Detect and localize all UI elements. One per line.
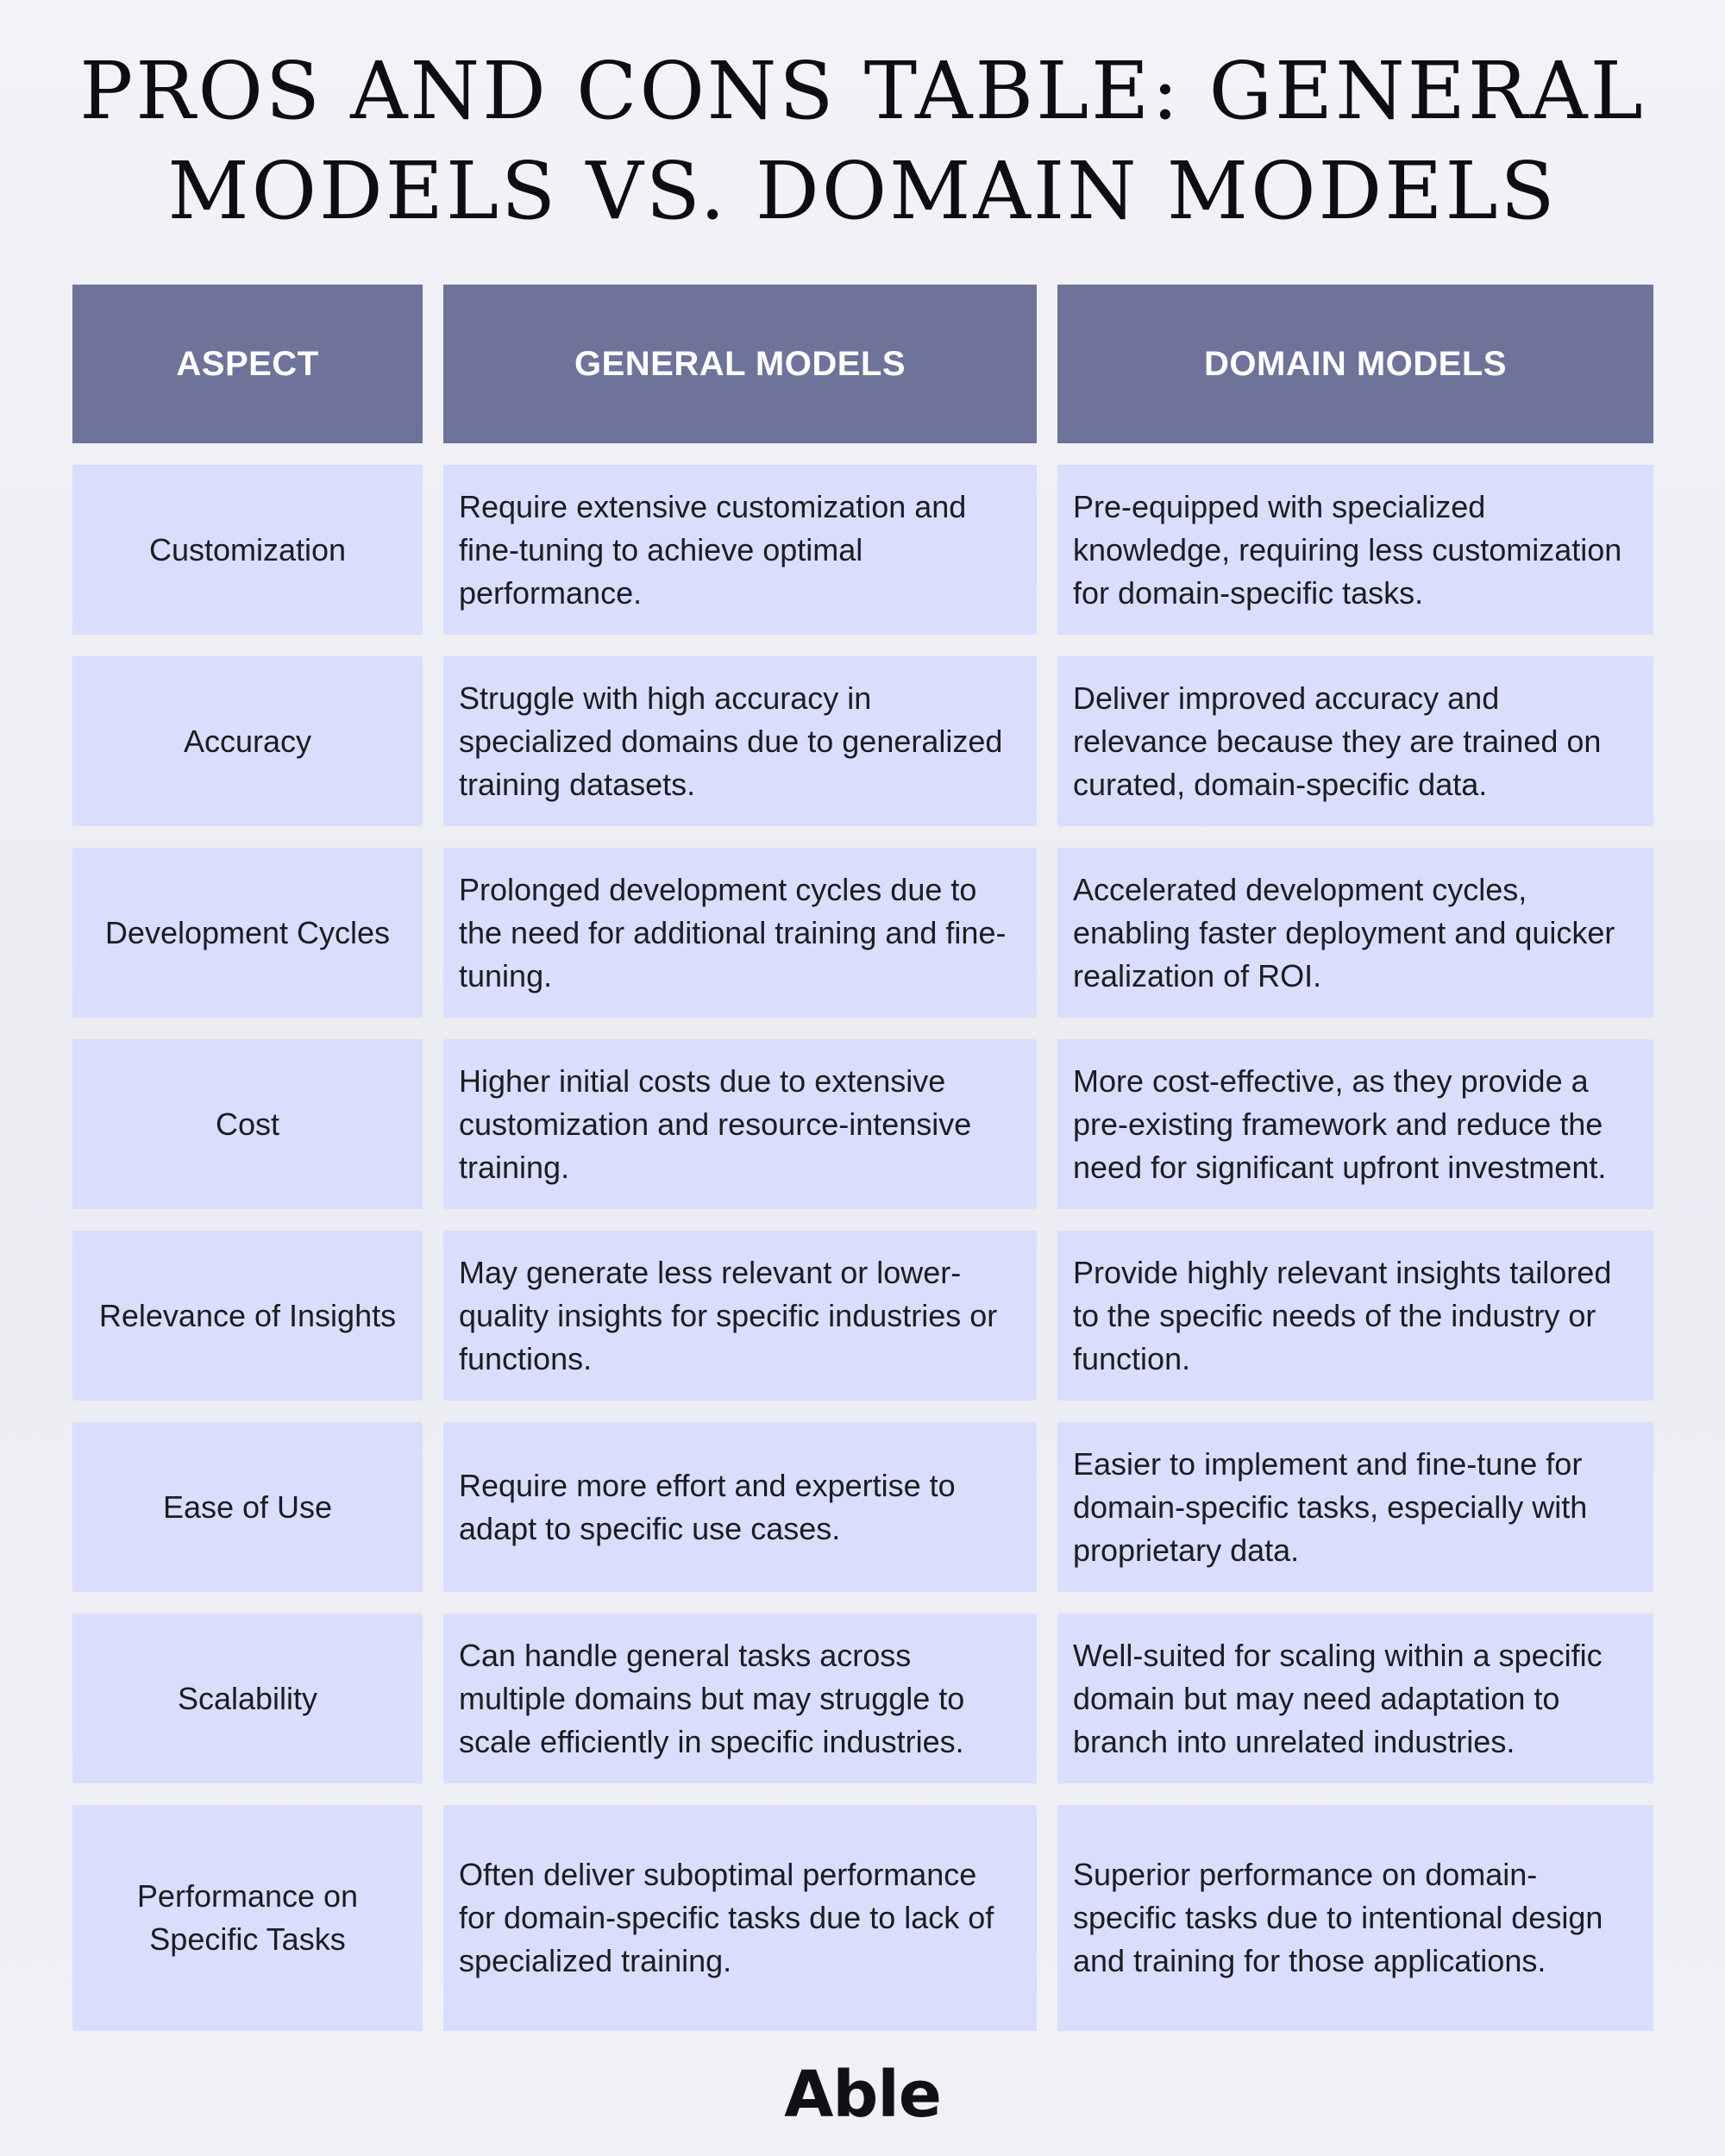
table-row	[72, 656, 1653, 826]
table-row	[72, 848, 1653, 1018]
table-row	[72, 1614, 1653, 1783]
domain-cell: Easier to implement and fine-tune for domain-specific tasks, especially with proprietary data.	[1057, 1422, 1653, 1592]
table-row	[72, 1231, 1653, 1401]
able-logo: Able	[784, 2058, 941, 2132]
table-row	[72, 1805, 1653, 2031]
aspect-cell: Development Cycles	[72, 848, 423, 1018]
page-title: PROS AND CONS TABLE: GENERAL MODELS VS. DOMAIN MODELS	[79, 45, 1646, 237]
aspect-cell: Performance on Specific Tasks	[72, 1805, 423, 2031]
domain-cell: Superior performance on domain-specific tasks due to intentional design and training for those applications.	[1057, 1805, 1653, 2031]
domain-cell: Provide highly relevant insights tailored to the specific needs of the industry or function.	[1057, 1231, 1653, 1401]
aspect-cell: Ease of Use	[72, 1422, 423, 1592]
domain-cell: Well-suited for scaling within a specific domain but may need adaptation to branch into unrelated industries.	[1057, 1614, 1653, 1783]
general-cell: Often deliver suboptimal performance for domain-specific tasks due to lack of specialized training.	[443, 1805, 1037, 2031]
general-cell: May generate less relevant or lower-quality insights for specific industries or functions.	[443, 1231, 1037, 1401]
aspect-cell: Cost	[72, 1039, 423, 1209]
domain-cell: Accelerated development cycles, enabling faster deployment and quicker realization of ROI.	[1057, 848, 1653, 1018]
table-row	[72, 1422, 1653, 1592]
general-cell: Higher initial costs due to extensive customization and resource-intensive training.	[443, 1039, 1037, 1209]
table-row	[72, 1039, 1653, 1209]
aspect-cell: Relevance of Insights	[72, 1231, 423, 1401]
general-cell: Require more effort and expertise to adapt to specific use cases.	[443, 1422, 1037, 1592]
general-cell: Require extensive customization and fine-tuning to achieve optimal performance.	[443, 465, 1037, 635]
domain-cell: More cost-effective, as they provide a pre-existing framework and reduce the need for significant upfront investment.	[1057, 1039, 1653, 1209]
header-general-models: GENERAL MODELS	[443, 285, 1037, 443]
aspect-cell: Scalability	[72, 1614, 423, 1783]
table-header-row	[72, 285, 1653, 443]
comparison-table	[72, 285, 1653, 2053]
general-cell: Struggle with high accuracy in specialized domains due to generalized training datasets.	[443, 656, 1037, 826]
aspect-cell: Accuracy	[72, 656, 423, 826]
table-row	[72, 465, 1653, 635]
general-cell: Can handle general tasks across multiple domains but may struggle to scale efficiently in specific industries.	[443, 1614, 1037, 1783]
aspect-cell: Customization	[72, 465, 423, 635]
header-aspect: ASPECT	[72, 285, 423, 443]
general-cell: Prolonged development cycles due to the need for additional training and fine-tuning.	[443, 848, 1037, 1018]
domain-cell: Deliver improved accuracy and relevance because they are trained on curated, domain-specific data.	[1057, 656, 1653, 826]
header-domain-models: DOMAIN MODELS	[1057, 285, 1653, 443]
domain-cell: Pre-equipped with specialized knowledge, requiring less customization for domain-specific tasks.	[1057, 465, 1653, 635]
